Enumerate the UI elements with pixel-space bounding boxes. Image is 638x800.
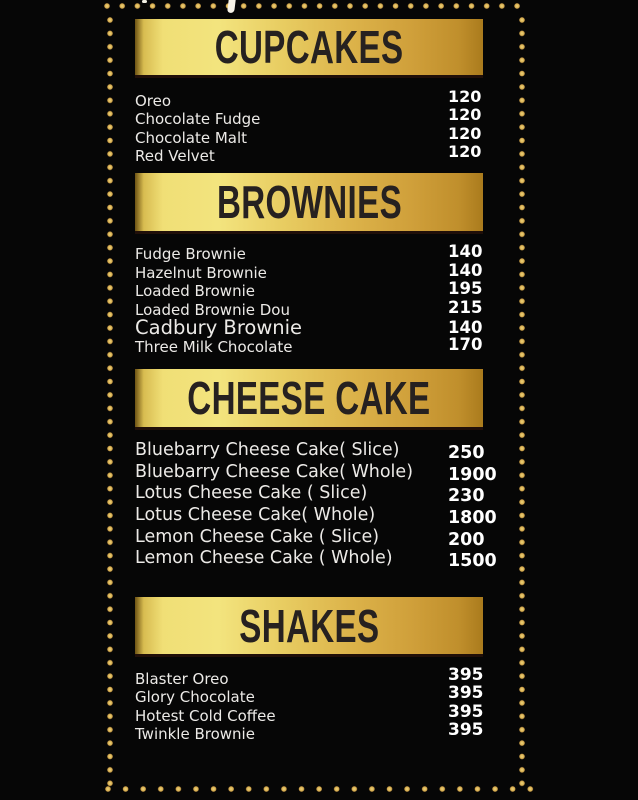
menu-item-row xyxy=(135,334,495,357)
dotted-border-top xyxy=(103,2,527,10)
item-price: 120 xyxy=(448,105,482,125)
section-banner-cupcakes xyxy=(135,19,483,75)
dotted-border-left xyxy=(106,16,114,792)
item-name: Fudge Brownie xyxy=(135,245,246,263)
section-items-cupcakes xyxy=(135,87,495,165)
item-price: 120 xyxy=(448,123,482,143)
item-price: 395 xyxy=(448,683,484,704)
section-banner-brownies xyxy=(135,173,483,231)
section-banner-shakes xyxy=(135,597,483,654)
item-price: 120 xyxy=(448,87,482,106)
item-price: 395 xyxy=(448,701,484,722)
item-name: Hazelnut Brownie xyxy=(135,263,267,282)
item-name: Cadbury Brownie xyxy=(135,316,303,340)
menu-item-row xyxy=(135,123,495,147)
dotted-border-right xyxy=(518,16,526,792)
item-name: Lemon Cheese Cake ( Whole) xyxy=(135,548,393,569)
section-title-shakes: SHAKES xyxy=(238,599,380,652)
item-price: 395 xyxy=(448,719,484,740)
menu-item-row xyxy=(135,316,495,340)
menu-item-row xyxy=(135,505,495,527)
item-name: Twinkle Brownie xyxy=(135,724,255,743)
top-edge-artifact-small xyxy=(142,0,147,3)
menu-item-row xyxy=(135,701,495,725)
menu-item-row xyxy=(135,242,495,264)
section-items-cheesecake xyxy=(135,440,495,570)
item-name: Hotest Cold Coffee xyxy=(135,706,276,725)
item-name: Bluebarry Cheese Cake( Whole) xyxy=(135,461,414,482)
item-name: Bluebarry Cheese Cake( Slice) xyxy=(135,440,400,460)
menu-item-row xyxy=(135,440,495,462)
item-name: Lotus Cheese Cake ( Slice) xyxy=(135,483,368,504)
menu-item-row xyxy=(135,719,495,743)
item-price: 1900 xyxy=(448,464,497,485)
section-banner-cheesecake xyxy=(135,369,483,427)
item-price: 120 xyxy=(448,141,482,161)
item-name: Glory Chocolate xyxy=(135,688,255,707)
menu-item-row xyxy=(135,683,495,707)
item-price: 195 xyxy=(448,279,483,299)
item-name: Red Velvet xyxy=(135,146,215,165)
item-price: 230 xyxy=(448,486,485,507)
menu-item-row xyxy=(135,665,495,688)
menu-item-row xyxy=(135,483,495,505)
item-name: Lemon Cheese Cake ( Slice) xyxy=(135,526,380,547)
item-price: 1800 xyxy=(448,508,497,529)
menu-item-row xyxy=(135,260,495,283)
item-price: 170 xyxy=(448,334,483,354)
section-title-brownies: BROWNIES xyxy=(216,176,402,228)
item-price: 1500 xyxy=(448,551,497,572)
item-price: 140 xyxy=(448,242,483,261)
item-name: Lotus Cheese Cake( Whole) xyxy=(135,505,376,526)
item-name: Loaded Brownie xyxy=(135,282,255,301)
menu-item-row xyxy=(135,527,495,549)
item-price: 200 xyxy=(448,529,485,550)
section-items-brownies xyxy=(135,242,495,357)
menu-item-row xyxy=(135,279,495,301)
item-price: 140 xyxy=(448,260,483,280)
item-name: Three Milk Chocolate xyxy=(135,337,293,356)
section-items-shakes xyxy=(135,665,495,743)
item-name: Chocolate Fudge xyxy=(135,110,261,129)
item-name: Blaster Oreo xyxy=(135,670,229,688)
item-name: Oreo xyxy=(135,92,172,110)
menu-item-row xyxy=(135,87,495,110)
dotted-border-bottom xyxy=(104,785,536,793)
menu-item-row xyxy=(135,105,495,129)
section-title-cupcakes: CUPCAKES xyxy=(214,21,404,73)
section-title-cheesecake: CHEESE CAKE xyxy=(187,372,431,424)
item-price: 395 xyxy=(448,665,484,685)
item-price: 215 xyxy=(448,297,483,317)
menu-item-row xyxy=(135,548,495,570)
item-price: 250 xyxy=(448,443,485,463)
menu-item-row xyxy=(135,141,495,165)
menu-item-row xyxy=(135,462,495,484)
item-name: Chocolate Malt xyxy=(135,128,248,147)
item-price: 140 xyxy=(448,318,483,338)
item-name: Loaded Brownie Dou xyxy=(135,300,290,319)
top-edge-artifact xyxy=(227,0,236,13)
